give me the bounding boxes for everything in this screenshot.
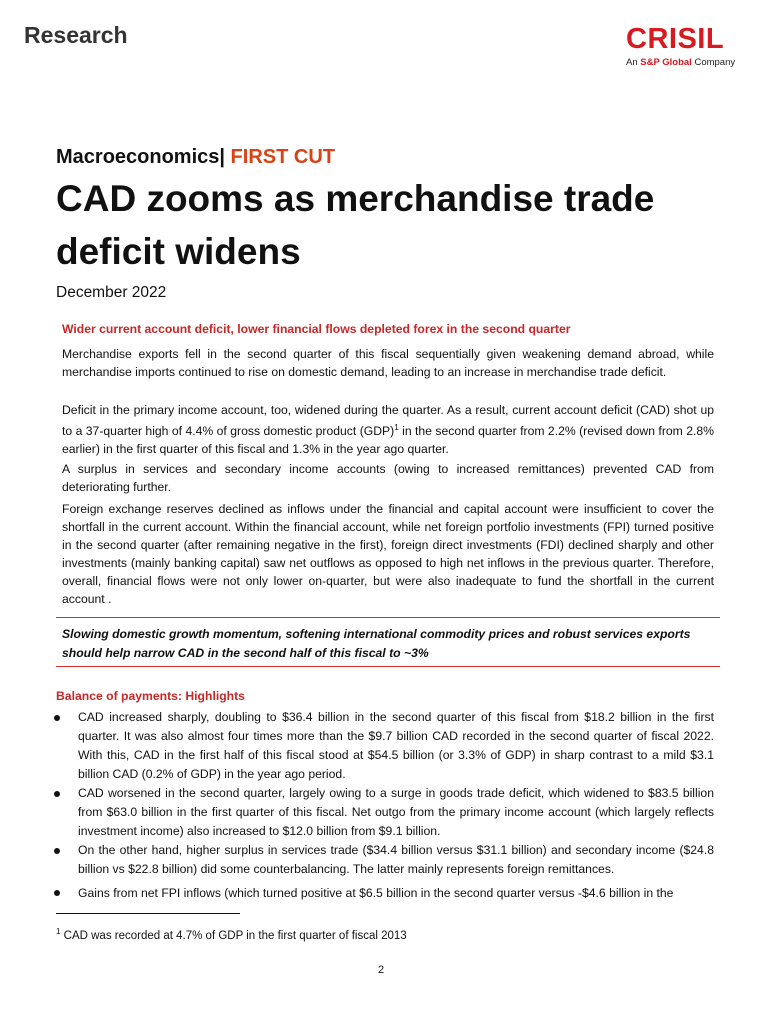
section-label: Research <box>24 22 128 48</box>
bullet-dot <box>54 715 60 721</box>
footnote <box>56 927 407 942</box>
bullet-dot <box>54 890 60 896</box>
paragraph-1: Merchandise exports fell in the second quarter of this fiscal sequentially given weakening demand abroad, while merchandise imports continued to rise on domestic demand, leading to an increase in merchandise trade deficit. <box>62 347 714 379</box>
logo-tagline <box>626 57 742 68</box>
paragraph-2-part-a: Deficit in the primary income account, too, widened during the quarter. As a result, current account deficit (CAD) shot up to a 37-quarter high of 4.4% of gross domestic product (GDP) <box>62 403 714 439</box>
doc-category <box>56 146 335 169</box>
doc-date: December 2022 <box>56 284 167 301</box>
page-number: 2 <box>378 964 385 976</box>
bop-heading: Balance of payments: Highlights <box>56 689 245 703</box>
category-label: Macroeconomics| <box>56 146 225 168</box>
footnote-ref[interactable]: 1 <box>394 423 399 432</box>
paragraph-2 <box>62 401 714 458</box>
callout-text: Slowing domestic growth momentum, softening international commodity prices and robust services exports should help narrow CAD in the second half of this fiscal to ~3% <box>62 627 691 660</box>
paragraph-3: A surplus in services and secondary income accounts (owing to increased remittances) prevented CAD from deteriorating further. <box>62 462 714 494</box>
callout-bottom-rule <box>56 666 720 667</box>
bullet-item-1: CAD increased sharply, doubling to $36.4 billion in the second quarter of this fiscal from $18.2 billion in the first quarter. It was also almost four times more than the $9.7 billion CAD recorded in the second quarter of fiscal 2022. With this, CAD in the first half of this fiscal stood at $54.5 billion (or 3.3% of GDP) in sharp contrast to a mild $3.1 billion CAD (0.2% of GDP) in the year ago period. <box>78 710 714 781</box>
paragraph-4: Foreign exchange reserves declined as inflows under the financial and capital account were insufficient to cover the shortfall in the current account. Within the financial account, while net foreign portfolio investments (FPI) turned positive in the second quarter (after remaining negative in the first), foreign direct investments (FDI) declined sharply and other investments (mainly banking capital) saw net outflows as opposed to high net inflows in the previous quarter. Therefore, overall, financial flows were not only lower on-quarter, but were also inadequate to fund the shortfall in the current account . <box>62 502 714 606</box>
section-heading: Wider current account deficit, lower financial flows depleted forex in the second quarter <box>62 322 571 336</box>
bullet-item-3: On the other hand, higher surplus in services trade ($34.4 billion versus $31.1 billion) and secondary income ($24.8 billion vs $22.8 billion) did some counterbalancing. The latter mainly represents foreign remittances. <box>78 843 714 876</box>
logo-tagline-pre: An <box>626 57 641 68</box>
bullet-dot <box>54 848 60 854</box>
crisil-logo <box>626 24 742 68</box>
logo-tagline-brand: S&P Global <box>640 57 692 68</box>
bullet-dot <box>54 791 60 797</box>
footnote-mark: 1 <box>56 927 61 936</box>
footnote-text: CAD was recorded at 4.7% of GDP in the first quarter of fiscal 2013 <box>60 929 407 942</box>
bullet-item-2: CAD worsened in the second quarter, largely owing to a surge in goods trade deficit, which widened to $83.5 billion from $63.0 billion in the first quarter of this fiscal. Net outgo from the primary income account (which largely reflects investment income) also increased to $12.0 billion from $9.1 billion. <box>78 786 714 838</box>
logo-tagline-post: Company <box>691 57 736 68</box>
paragraph-2-part-b: in the second quarter from 2.2% (revised down from 2.8% earlier) in the first quarter of this fiscal and 1.3% in the year ago quarter. <box>62 424 715 457</box>
logo-wordmark: CRISIL <box>626 23 725 55</box>
footnote-rule <box>56 913 240 914</box>
callout-top-rule <box>56 617 720 618</box>
bullet-item-4: Gains from net FPI inflows (which turned positive at $6.5 billion in the second quarter versus -$4.6 billion in the <box>78 886 674 900</box>
doc-title: CAD zooms as merchandise trade deficit widens <box>56 178 655 272</box>
category-highlight: FIRST CUT <box>224 146 335 168</box>
